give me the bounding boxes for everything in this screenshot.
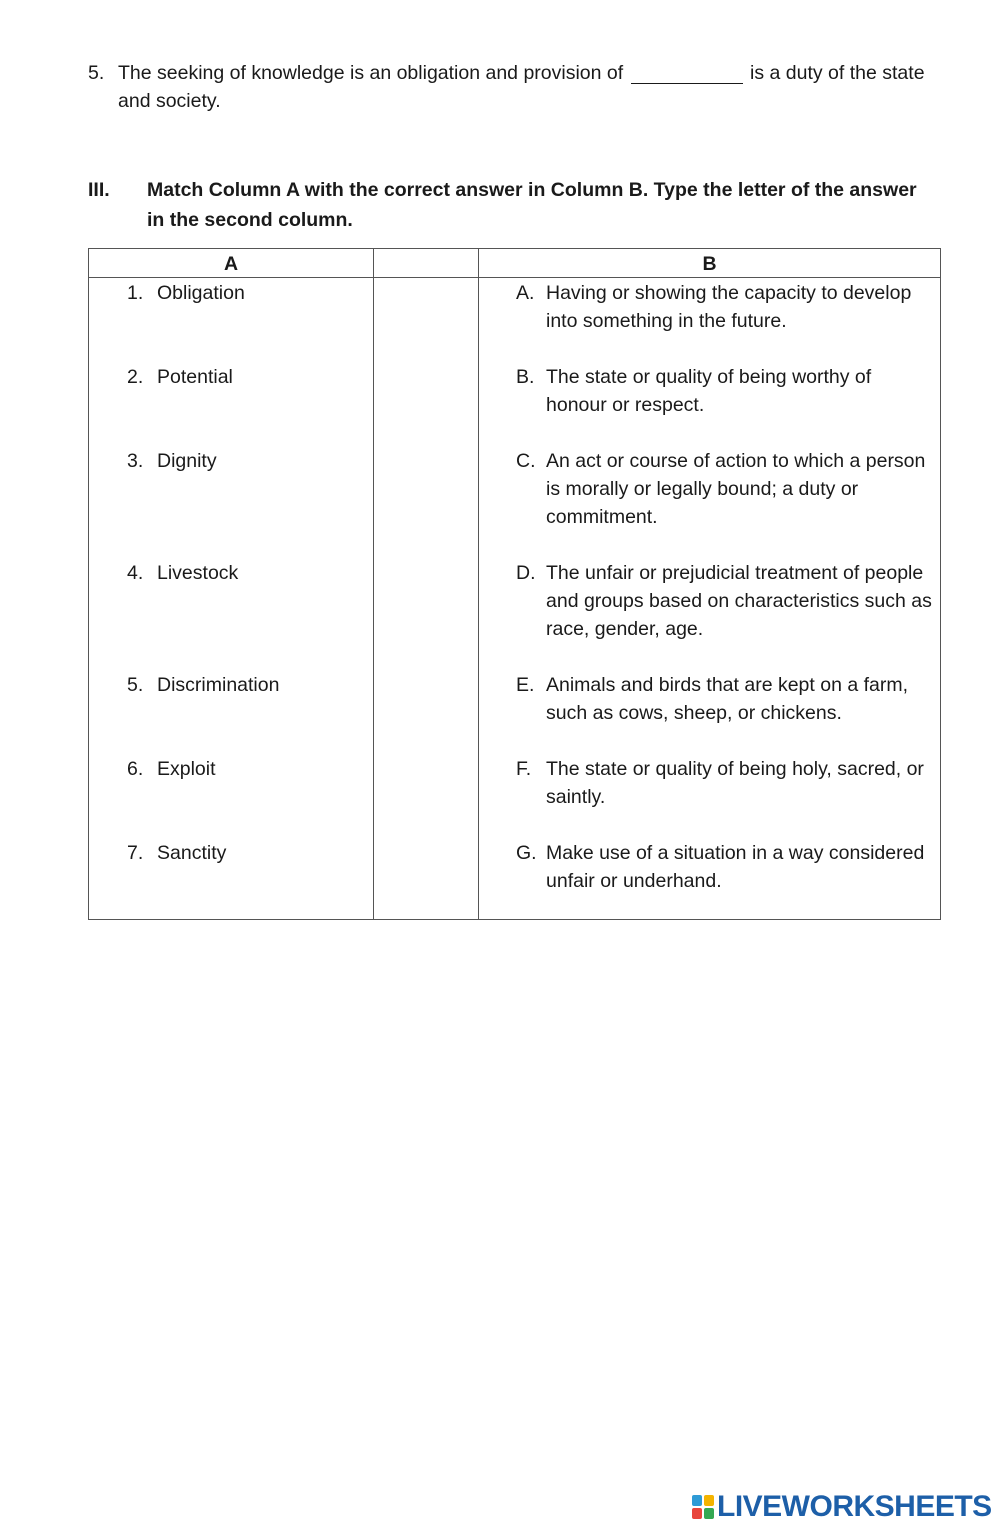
item-definition: An act or course of action to which a person is morally or legally bound; a duty or commitment.: [546, 450, 926, 528]
question-5-text-before: The seeking of knowledge is an obligation and provision of: [118, 62, 624, 84]
item-term: Exploit: [157, 758, 216, 780]
liveworksheets-logo: [692, 1490, 992, 1524]
column-b-item: [516, 447, 936, 531]
column-b-header: B: [702, 253, 717, 275]
item-number: 3.: [127, 450, 144, 472]
item-number: 6.: [127, 758, 144, 780]
question-5-number: 5.: [88, 62, 105, 84]
item-term: Obligation: [157, 282, 245, 304]
column-a-item: [127, 755, 367, 783]
question-5-text: [118, 59, 933, 115]
item-number: 5.: [127, 674, 144, 696]
column-a-item: [127, 671, 367, 699]
question-5-text-after: is a duty of the state and society.: [118, 62, 925, 112]
logo-square: [704, 1495, 714, 1506]
item-letter: E.: [516, 674, 535, 696]
column-a-item: [127, 447, 367, 475]
answer-input-3[interactable]: [379, 448, 473, 474]
section-3-heading: [88, 175, 933, 235]
item-letter: F.: [516, 758, 532, 780]
item-term: Dignity: [157, 450, 217, 472]
column-a-item: [127, 279, 367, 307]
column-divider: [478, 249, 479, 919]
answer-input-4[interactable]: [379, 560, 473, 586]
logo-square: [704, 1508, 714, 1519]
matching-table: [88, 248, 941, 920]
item-number: 4.: [127, 562, 144, 584]
answer-input-6[interactable]: [379, 756, 473, 782]
item-definition: The state or quality of being holy, sacred, or saintly.: [546, 758, 924, 808]
column-b-item: [516, 279, 936, 335]
column-b-item: [516, 363, 936, 419]
answer-input-5[interactable]: [379, 672, 473, 698]
section-3-instruction: Match Column A with the correct answer in Column B. Type the letter of the answer in the second column.: [147, 179, 917, 231]
column-b-item: [516, 559, 936, 643]
column-b-item: [516, 755, 936, 811]
item-definition: Animals and birds that are kept on a farm, such as cows, sheep, or chickens.: [546, 674, 909, 724]
item-term: Sanctity: [157, 842, 227, 864]
header-divider: [89, 277, 940, 278]
answer-input-7[interactable]: [379, 840, 473, 866]
logo-square: [692, 1508, 702, 1519]
column-a-item: [127, 559, 367, 587]
item-letter: B.: [516, 366, 535, 388]
item-number: 1.: [127, 282, 144, 304]
question-5-answer-blank[interactable]: [631, 63, 743, 84]
answer-input-1[interactable]: [379, 280, 473, 306]
item-definition: The state or quality of being worthy of honour or respect.: [546, 366, 872, 416]
logo-square: [692, 1495, 702, 1506]
column-a-item: [127, 839, 367, 867]
item-letter: C.: [516, 450, 536, 472]
item-term: Potential: [157, 366, 233, 388]
logo-text: LIVEWORKSHEETS: [717, 1490, 992, 1523]
item-definition: Having or showing the capacity to develop into something in the future.: [546, 282, 912, 332]
column-b-item: [516, 839, 936, 895]
item-term: Discrimination: [157, 674, 280, 696]
item-definition: Make use of a situation in a way considered unfair or underhand.: [546, 842, 925, 892]
column-divider: [373, 249, 374, 919]
liveworksheets-mark-icon: [692, 1495, 714, 1519]
section-3-roman-numeral: III.: [88, 179, 110, 201]
item-term: Livestock: [157, 562, 239, 584]
item-definition: The unfair or prejudicial treatment of people and groups based on characteristics such as race, gender, age.: [546, 562, 932, 640]
column-b-item: [516, 671, 936, 727]
item-number: 2.: [127, 366, 144, 388]
question-5: [88, 59, 933, 115]
item-letter: A.: [516, 282, 535, 304]
item-number: 7.: [127, 842, 144, 864]
item-letter: D.: [516, 562, 536, 584]
answer-input-2[interactable]: [379, 364, 473, 390]
item-letter: G.: [516, 842, 537, 864]
column-a-item: [127, 363, 367, 391]
column-a-header: A: [223, 253, 239, 275]
